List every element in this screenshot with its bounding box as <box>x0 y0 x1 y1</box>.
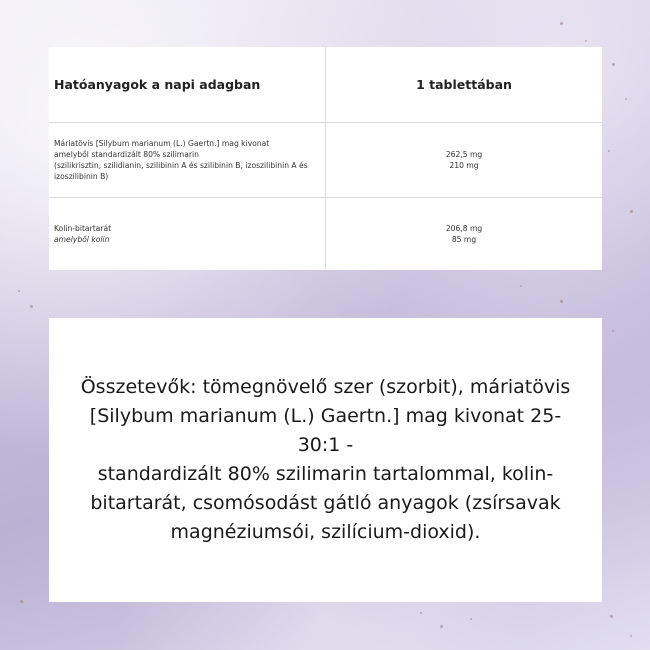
row-silybum-line: izoszilibinin B) <box>54 171 109 181</box>
ingredients-line: [Silybum marianum (L.) Gaertn.] mag kivonat 25-30:1 - <box>89 405 562 456</box>
row-choline-amount <box>326 197 603 270</box>
row-silybum-amount-extract: 262,5 mg <box>445 149 483 159</box>
row-silybum-amount <box>326 122 603 197</box>
ingredients-line: Összetevők: tömegnövelő szer (szorbit), máriatövis <box>80 376 571 398</box>
table-row <box>49 122 602 197</box>
ingredients-text <box>49 373 602 547</box>
row-silybum-name <box>49 122 326 197</box>
ingredients-line: bitartarát, csomósodást gátló anyagok (zsírsavak <box>90 492 561 514</box>
row-silybum-line: amelyből standardizált 80% szilimarin <box>54 149 199 159</box>
active-ingredients-table <box>49 47 602 270</box>
table-header-row <box>49 47 602 122</box>
row-choline-sub-line: amelyből kolin <box>54 234 110 244</box>
table-row <box>49 197 602 270</box>
row-silybum-line: Máriatövis [Silybum marianum (L.) Gaertn.] mag kivonat <box>54 138 270 148</box>
header-per-tablet: 1 tablettában <box>326 47 603 122</box>
row-choline-line: Kolin-bitartarát <box>54 223 112 233</box>
row-silybum-amount-silymarin: 210 mg <box>449 160 479 170</box>
row-choline-amount-choline: 85 mg <box>451 234 477 244</box>
row-choline-amount-bitartrate: 206,8 mg <box>445 223 483 233</box>
header-ingredients: Hatóanyagok a napi adagban <box>49 47 326 122</box>
ingredients-card <box>49 318 602 602</box>
row-silybum-line: (szilikrisztin, szilidianin, szilibinin A és szilibinin B, izoszilibinin A és <box>54 160 308 170</box>
ingredients-line: standardizált 80% szilimarin tartalommal, kolin- <box>97 463 554 485</box>
active-ingredients-card <box>49 47 602 270</box>
ingredients-line: magnéziumsói, szilícium-dioxid). <box>170 521 481 543</box>
row-choline-name <box>49 197 326 270</box>
